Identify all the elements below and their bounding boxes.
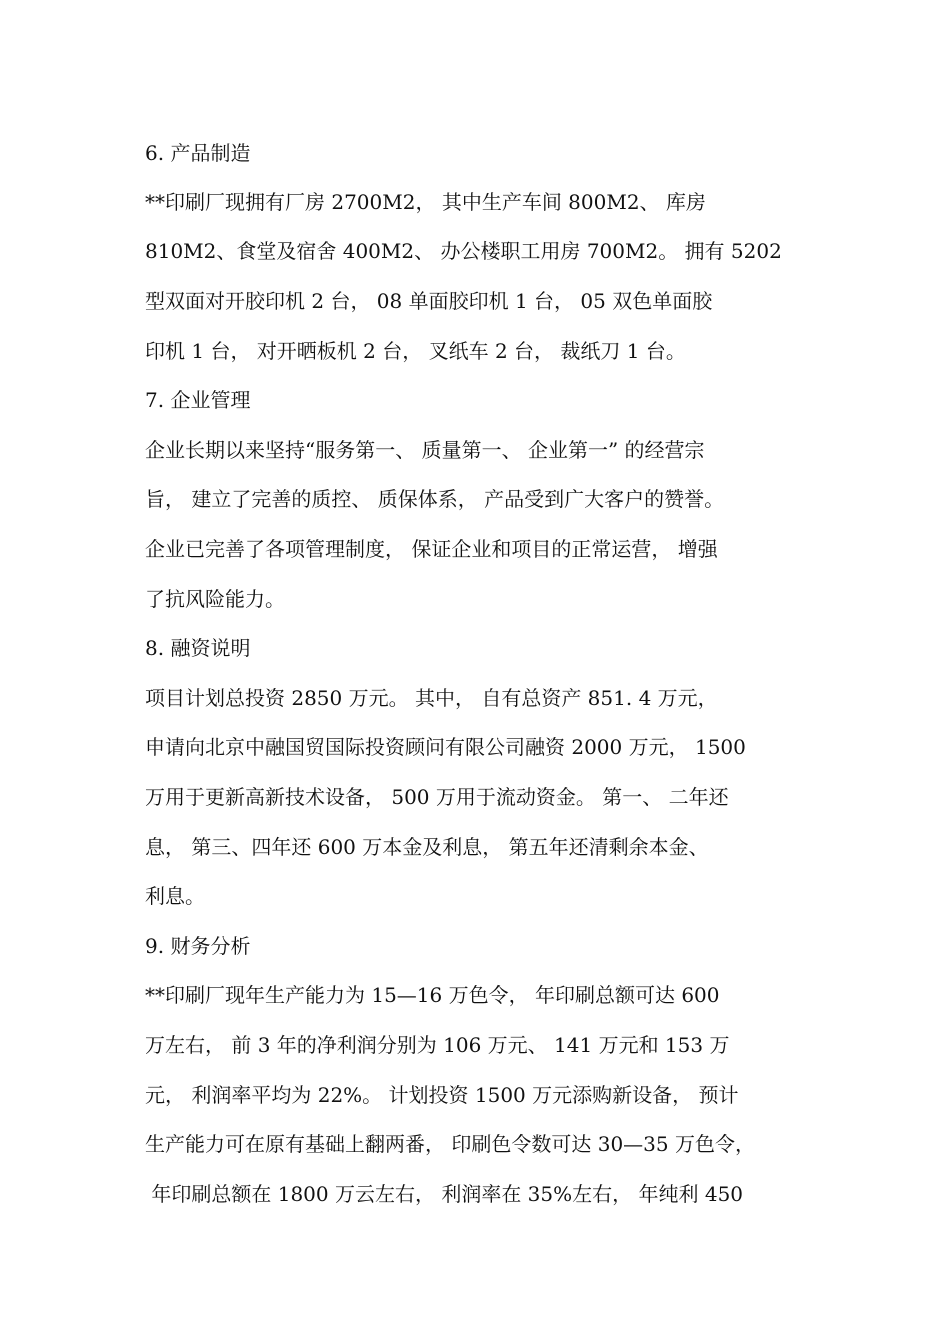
paragraph-line: 企业长期以来坚持“服务第一、 质量第一、 企业第一” 的经营宗 (145, 438, 705, 462)
paragraph-line: 申请向北京中融国贸国际投资顾问有限公司融资 2000 万元， 1500 (145, 735, 746, 759)
paragraph-line: 企业已完善了各项管理制度， 保证企业和项目的正常运营， 增强 (145, 537, 718, 561)
paragraph-line: 年印刷总额在 1800 万云左右， 利润率在 35%左右， 年纯利 450 (145, 1182, 744, 1206)
paragraph-line: 项目计划总投资 2850 万元。 其中， 自有总资产 851. 4 万元， (145, 686, 718, 710)
paragraph-line: 810M2、食堂及宿舍 400M2、 办公楼职工用房 700M2。 拥有 5202 (145, 239, 782, 263)
paragraph-line: 型双面对开胶印机 2 台， 08 单面胶印机 1 台， 05 双色单面胶 (145, 289, 713, 313)
paragraph-line: 万用于更新高新技术设备， 500 万用于流动资金。 第一、 二年还 (145, 785, 729, 809)
paragraph-line: **印刷厂现年生产能力为 15—16 万色令， 年印刷总额可达 600 (145, 983, 720, 1007)
section-heading-financing: 8. 融资说明 (145, 636, 251, 660)
paragraph-line: 印机 1 台， 对开晒板机 2 台， 叉纸车 2 台， 裁纸刀 1 台。 (145, 339, 686, 363)
section-heading-product-manufacturing: 6. 产品制造 (145, 141, 251, 165)
paragraph-line: 息， 第三、四年还 600 万本金及利息， 第五年还清剩余本金、 (145, 835, 709, 859)
paragraph-line: 万左右， 前 3 年的净利润分别为 106 万元、 141 万元和 153 万 (145, 1033, 730, 1057)
section-heading-financial-analysis: 9. 财务分析 (145, 934, 251, 958)
paragraph-line: **印刷厂现拥有厂房 2700M2， 其中生产车间 800M2、 库房 (145, 190, 706, 214)
section-heading-enterprise-management: 7. 企业管理 (145, 388, 251, 412)
paragraph-line: 生产能力可在原有基础上翻两番， 印刷色令数可达 30—35 万色令， (145, 1132, 755, 1156)
paragraph-line: 元， 利润率平均为 22%。 计划投资 1500 万元添购新设备， 预计 (145, 1083, 739, 1107)
paragraph-line: 了抗风险能力。 (145, 587, 285, 611)
paragraph-line: 利息。 (145, 884, 205, 908)
paragraph-line: 旨， 建立了完善的质控、 质保体系， 产品受到广大客户的赞誉。 (145, 487, 725, 511)
